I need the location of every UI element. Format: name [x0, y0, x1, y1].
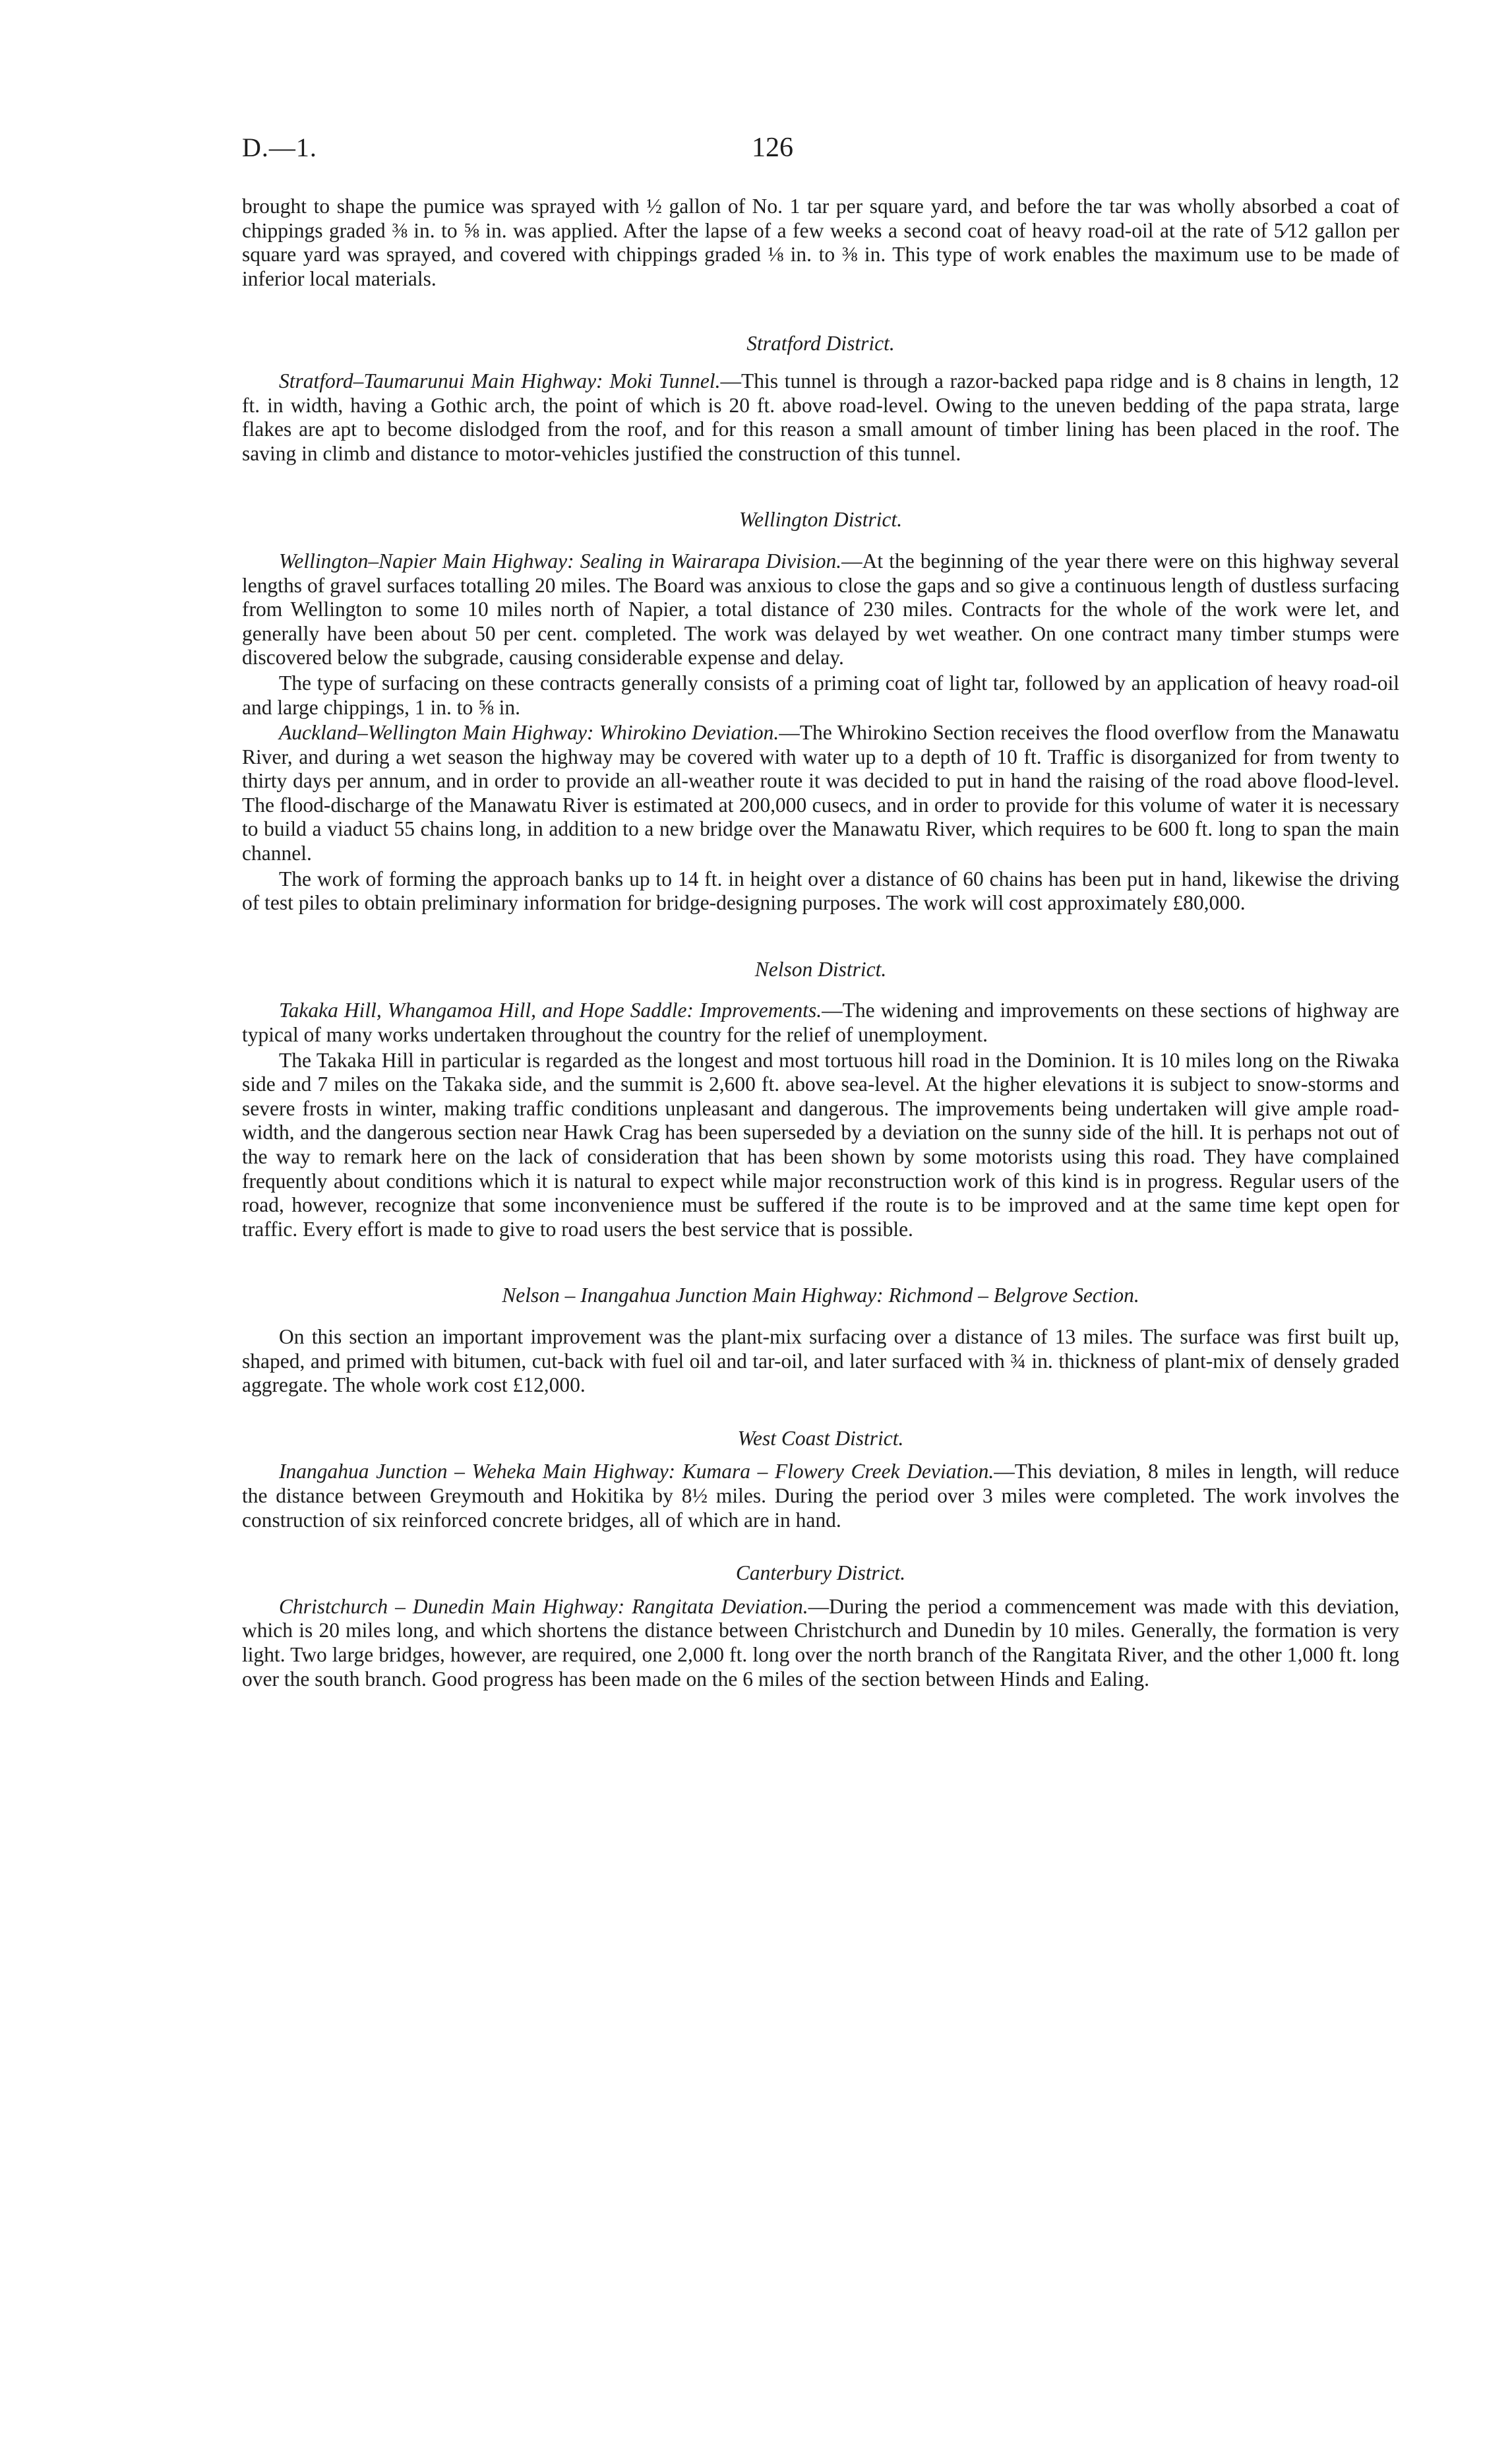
- stratford-heading: Stratford District.: [746, 332, 895, 356]
- stratford-paragraph: [242, 369, 1399, 466]
- document-reference: D.—1.: [242, 133, 317, 162]
- page-body: [242, 195, 1399, 1691]
- wellington-paragraph-3: [242, 721, 1399, 866]
- canterbury-heading: Canterbury District.: [735, 1561, 906, 1585]
- nelson-paragraph-1-title: Takaka Hill, Whangamoa Hill, and Hope Saddle: Improvements.: [279, 999, 822, 1022]
- westcoast-paragraph-title: Inangahua Junction – Weheka Main Highway: Kumara – Flowery Creek Deviation.: [279, 1460, 994, 1483]
- wellington-paragraph-1: [242, 549, 1399, 670]
- nelson-heading: Nelson District.: [754, 957, 887, 981]
- wellington-paragraph-3-title: Auckland–Wellington Main Highway: Whirokino Deviation.: [279, 721, 779, 745]
- wellington-paragraph-4: The work of forming the approach banks up to 14 ft. in height over a distance of 60 chains has been put in hand, likewise the driving of test piles to obtain preliminary information for bridge-designing purposes. The work will cost approximately £80,000.: [242, 867, 1399, 915]
- canterbury-paragraph-title: Christchurch – Dunedin Main Highway: Rangitata Deviation.: [279, 1594, 808, 1618]
- stratford-paragraph-title: Stratford–Taumarunui Main Highway: Moki Tunnel.: [279, 369, 721, 392]
- intro-paragraph: brought to shape the pumice was sprayed with ½ gallon of No. 1 tar per square yard, and before the tar was wholly absorbed a coat of chippings graded ⅜ in. to ⅝ in. was applied. After the lapse of a few weeks a second coat of heavy road-oil at the rate of 5⁄12 gallon per square yard was sprayed, and covered with chippings graded ⅛ in. to ⅜ in. This type of work enables the maximum use to be made of inferior local materials.: [242, 195, 1399, 290]
- wellington-paragraph-1-title: Wellington–Napier Main Highway: Sealing in Wairarapa Division.: [279, 549, 842, 573]
- westcoast-paragraph-text: —This deviation, 8 miles in length, will reduce the distance between Greymouth and Hokitika by 8½ miles. During the period over 3 miles were completed. The work involves the construction of six reinforced concrete bridges, all of which are in hand.: [242, 1460, 1399, 1532]
- canterbury-paragraph: [242, 1595, 1399, 1691]
- westcoast-heading: West Coast District.: [737, 1426, 904, 1450]
- wellington-paragraph-2: The type of surfacing on these contracts generally consists of a priming coat of light tar, followed by an application of heavy road-oil and large chippings, 1 in. to ⅝ in.: [242, 671, 1399, 719]
- page-header: [0, 132, 1512, 171]
- wellington-paragraph-1-text: —At the beginning of the year there were on this highway several lengths of gravel surfaces totalling 20 miles. The Board was anxious to close the gaps and so give a continuous length of dustless surfacing from Wellington to some 10 miles north of Napier, a total distance of 230 miles. Contracts for the whole of the work were let, and generally have been about 50 per cent. completed. The work was delayed by wet weather. On one contract many timber stumps were discovered below the subgrade, causing considerable expense and delay.: [242, 549, 1399, 669]
- canterbury-paragraph-text: —During the period a commencement was made with this deviation, which is 20 miles long, and which shortens the distance between Christchurch and Dunedin by 10 miles. Generally, the formation is very light. Two large bridges, however, are required, one 2,000 ft. long over the north branch of the Rangitata River, and the other 1,000 ft. long over the south branch. Good progress has been made on the 6 miles of the section between Hinds and Ealing.: [242, 1594, 1400, 1691]
- stratford-paragraph-text: —This tunnel is through a razor-backed papa ridge and is 8 chains in length, 12 ft. in width, having a Gothic arch, the point of which is 20 ft. above road-level. Owing to the uneven bedding of the papa strata, large flakes are apt to become dislodged from the roof, and for this reason a small amount of timber lining has been placed in the roof. The saving in climb and distance to motor-vehicles justified the construction of this tunnel.: [242, 369, 1399, 465]
- westcoast-paragraph: [242, 1460, 1399, 1532]
- page-number: 126: [752, 133, 793, 163]
- nelson-inangahua-paragraph: On this section an important improvement was the plant-mix surfacing over a distance of 13 miles. The surface was first built up, shaped, and primed with bitumen, cut-back with fuel oil and tar-oil, and later surfaced with ¾ in. thickness of plant-mix of densely graded aggregate. The whole work cost £12,000.: [242, 1324, 1399, 1397]
- nelson-inangahua-heading: Nelson – Inangahua Junction Main Highway: Richmond – Belgrove Section.: [502, 1284, 1139, 1307]
- nelson-paragraph-1-text: —The widening and improvements on these sections of highway are typical of many works undertaken throughout the country for the relief of unemployment.: [242, 999, 1399, 1047]
- wellington-paragraph-3-text: —The Whirokino Section receives the flood overflow from the Manawatu River, and during a wet season the highway may be covered with water up to a depth of 10 ft. Traffic is disorganized for from twenty to thirty days per annum, and in order to provide an all-weather route it was decided to put in hand the raising of the road above flood-level. The flood-discharge of the Manawatu River is estimated at 200,000 cusecs, and in order to provide for this volume of water it is necessary to build a viaduct 55 chains long, in addition to a new bridge over the Manawatu River, which requires to be 600 ft. long to span the main channel.: [242, 721, 1400, 865]
- nelson-paragraph-2: The Takaka Hill in particular is regarded as the longest and most tortuous hill road in the Dominion. It is 10 miles long on the Riwaka side and 7 miles on the Takaka side, and the summit is 2,600 ft. above sea-level. At the higher elevations it is subject to snow-storms and severe frosts in winter, making traffic conditions unpleasant and dangerous. The improvements being undertaken will give ample road-width, and the dangerous section near Hawk Crag has been superseded by a deviation on the sunny side of the hill. It is perhaps not out of the way to remark here on the lack of consideration that has been shown by some motorists using this road. They have complained frequently about conditions which it is natural to expect while major reconstruction work of this kind is in progress. Regular users of the road, however, recognize that some inconvenience must be suffered if the route is to be improved and at the same time kept open for traffic. Every effort is made to give to road users the best service that is possible.: [242, 1048, 1399, 1241]
- nelson-paragraph-1: [242, 999, 1399, 1047]
- wellington-heading: Wellington District.: [739, 508, 903, 532]
